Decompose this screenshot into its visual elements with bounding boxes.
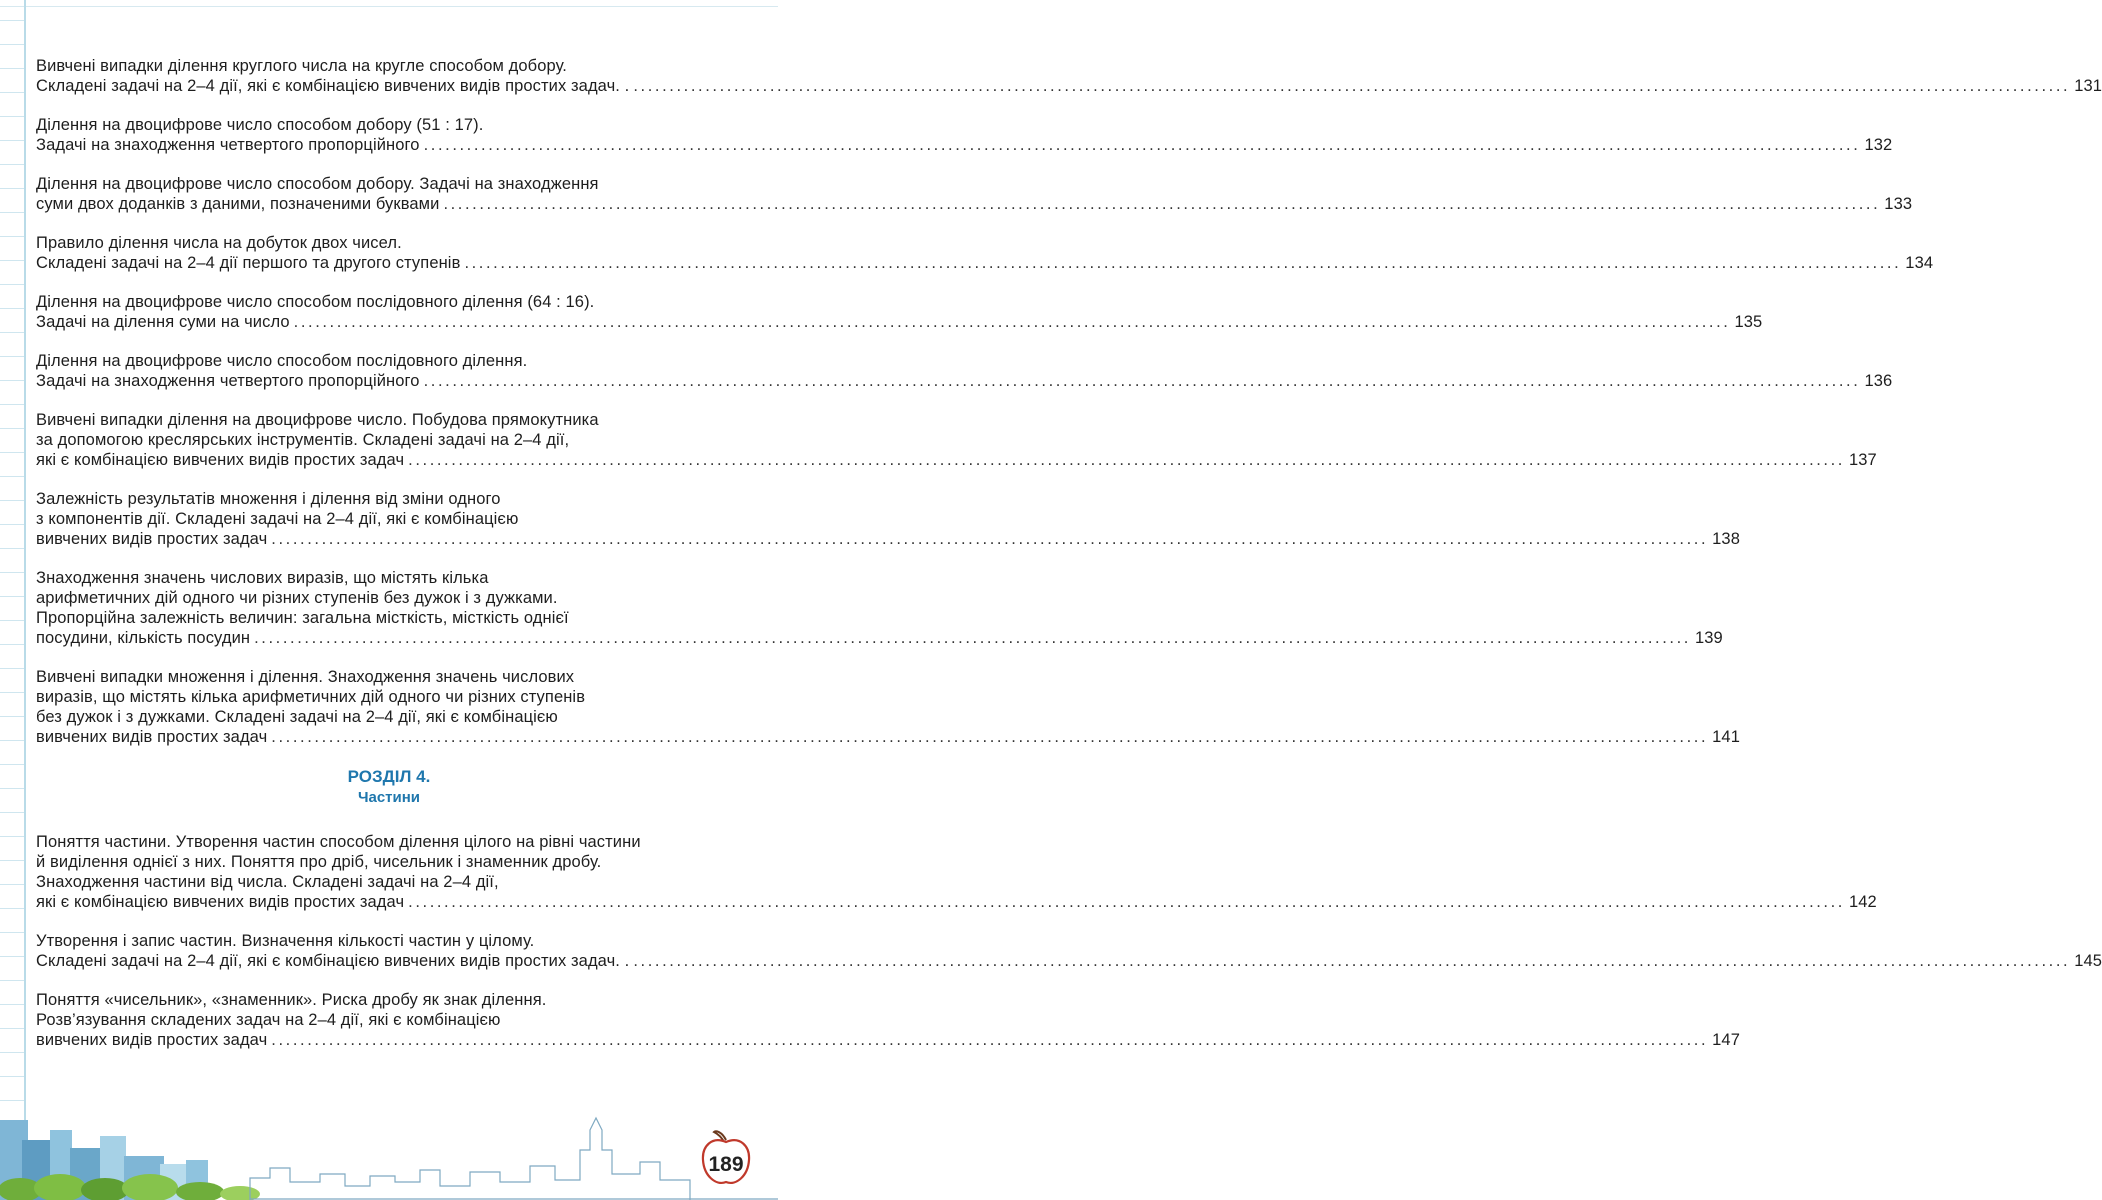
toc-entry — [36, 568, 1723, 648]
right-skyline-outline — [250, 1118, 778, 1200]
dot-leader: ........................................................................................................................................................................................................ — [271, 1031, 1709, 1049]
dot-leader: ........................................................................................................................................................................................................ — [443, 195, 1881, 213]
toc-entry-text: вивчених видів простих задач — [36, 530, 268, 548]
toc-page-number: 131 — [2074, 77, 2102, 95]
toc-entry — [36, 115, 1893, 155]
dot-leader: ........................................................................................................................................................................................................ — [254, 629, 1691, 647]
margin-grid-line — [0, 116, 24, 117]
margin-grid-line — [0, 1004, 24, 1005]
toc-entry-line: без дужок і з дужками. Складені задачі на 2–4 дії, які є комбінацією — [36, 708, 558, 726]
toc-entry-line: арифметичних дій одного чи різних ступенів без дужок і з дужками. — [36, 589, 558, 607]
dot-leader: ........................................................................................................................................................................................................ — [271, 728, 1709, 746]
toc-entry-text: вивчених видів простих задач — [36, 728, 268, 746]
toc-entry — [36, 410, 1877, 470]
toc-page-number: 145 — [2074, 952, 2102, 970]
margin-grid-line — [0, 356, 24, 357]
toc-entry-text: які є комбінацією вивчених видів простих задач — [36, 893, 405, 911]
margin-grid-line — [0, 956, 24, 957]
toc-entry — [36, 174, 1913, 214]
toc-entry-last-line — [36, 628, 1723, 648]
margin-grid-line — [0, 20, 24, 21]
toc-entry-last-line — [36, 450, 1877, 470]
margin-grid-line — [0, 716, 24, 717]
toc-entry-text: суми двох доданків з даними, позначеними буквами — [36, 195, 440, 213]
toc-entry-last-line — [36, 951, 2102, 971]
toc-page-number: 134 — [1905, 254, 1934, 272]
page-number: 189 — [708, 1153, 744, 1176]
toc-entry — [36, 990, 1740, 1050]
toc-entry-line: Ділення на двоцифрове число способом добору. Задачі на знаходження — [36, 175, 599, 193]
toc-entry-text: Складені задачі на 2–4 дії, які є комбінацією вивчених видів простих задач. . — [36, 952, 630, 970]
toc-page-number: 147 — [1712, 1031, 1740, 1049]
margin-grid-line — [0, 1076, 24, 1077]
dot-leader: ........................................................................................................................................................................................................ — [633, 77, 2071, 95]
toc-entry-text: Складені задачі на 2–4 дії, які є комбінацією вивчених видів простих задач. . — [36, 77, 630, 95]
toc-entry — [36, 489, 1740, 549]
top-rule — [0, 6, 778, 7]
toc-entry-line: й виділення однієї з них. Поняття про дріб, чисельник і знаменник дробу. — [36, 853, 602, 871]
toc-page-number: 142 — [1849, 893, 1877, 911]
margin-grid-line — [0, 452, 24, 453]
toc-entry-last-line — [36, 1030, 1740, 1050]
toc-page-number: 135 — [1734, 313, 1763, 331]
section-number: РОЗДІЛ 4. — [347, 767, 431, 786]
margin-grid-line — [0, 140, 24, 141]
toc-entry — [36, 233, 1934, 273]
section-title: Частини — [357, 789, 421, 806]
dot-leader: ........................................................................................................................................................................................................ — [271, 530, 1709, 548]
toc-entry-line: Поняття частини. Утворення частин способом ділення цілого на рівні частини — [36, 833, 641, 851]
margin-grid-line — [0, 812, 24, 813]
dot-leader: ........................................................................................................................................................................................................ — [633, 952, 2071, 970]
margin-grid-line — [0, 380, 24, 381]
margin-grid-line — [0, 68, 24, 69]
toc-entry-line: Пропорційна залежність величин: загальна місткість, місткість однієї — [36, 609, 569, 627]
margin-grid-line — [0, 332, 24, 333]
toc-entry-last-line — [36, 312, 1763, 332]
toc-entry — [36, 931, 2102, 971]
margin-grid-line — [0, 740, 24, 741]
toc-entries-bottom — [36, 832, 2102, 1050]
margin-grid-line — [0, 308, 24, 309]
toc-entry-last-line — [36, 371, 1893, 391]
toc-entry-last-line — [36, 529, 1740, 549]
margin-grid-line — [0, 908, 24, 909]
toc-page-number: 138 — [1712, 530, 1740, 548]
margin-grid-line — [0, 932, 24, 933]
margin-grid-line — [0, 764, 24, 765]
margin-grid-line — [0, 260, 24, 261]
toc-entry-text: Задачі на ділення суми на число — [36, 313, 290, 331]
dot-leader: ........................................................................................................................................................................................................ — [408, 451, 1845, 469]
margin-grid-line — [0, 428, 24, 429]
margin-grid — [0, 0, 24, 1120]
toc-entry-text: Задачі на знаходження четвертого пропорційного — [36, 136, 420, 154]
toc-entry-line: Вивчені випадки ділення круглого числа на круглe способом добору. — [36, 57, 567, 75]
margin-grid-line — [0, 668, 24, 669]
margin-grid-line — [0, 980, 24, 981]
toc-entry-line: Залежність результатів множення і ділення від зміни одного — [36, 490, 501, 508]
toc-page-number: 132 — [1864, 136, 1893, 154]
toc-entry-last-line — [36, 76, 2102, 96]
toc-page-number: 139 — [1694, 629, 1723, 647]
margin-grid-line — [0, 884, 24, 885]
toc-entry — [36, 351, 1893, 391]
toc-entry-text: які є комбінацією вивчених видів простих задач — [36, 451, 405, 469]
toc-entry-line: Поняття «чисельник», «знаменник». Риска дробу як знак ділення. — [36, 991, 547, 1009]
margin-grid-line — [0, 476, 24, 477]
margin-grid-line — [0, 44, 24, 45]
margin-grid-line — [0, 284, 24, 285]
toc-entry — [36, 56, 2102, 96]
toc-entry-line: Розв’язування складених задач на 2–4 дії, які є комбінацією — [36, 1011, 501, 1029]
margin-grid-line — [0, 236, 24, 237]
margin-grid-line — [0, 212, 24, 213]
toc-entry-text: Задачі на знаходження четвертого пропорційного — [36, 372, 420, 390]
toc-entry-line: Знаходження частини від числа. Складені задачі на 2–4 дії, — [36, 873, 499, 891]
margin-grid-line — [0, 692, 24, 693]
table-of-contents — [36, 56, 2102, 1069]
toc-page-number: 136 — [1864, 372, 1893, 390]
margin-grid-line — [0, 860, 24, 861]
margin-grid-line — [0, 644, 24, 645]
margin-grid-line — [0, 548, 24, 549]
toc-entry-line: Знаходження значень числових виразів, що містять кілька — [36, 569, 489, 587]
margin-grid-line — [0, 1028, 24, 1029]
toc-entry-last-line — [36, 727, 1740, 747]
toc-entry-last-line — [36, 253, 1934, 273]
margin-grid-line — [0, 500, 24, 501]
toc-entry-line: Ділення на двоцифрове число способом послідовного ділення. — [36, 352, 528, 370]
margin-grid-line — [0, 164, 24, 165]
toc-entry-last-line — [36, 135, 1893, 155]
toc-entry-line: за допомогою креслярських інструментів. Складені задачі на 2–4 дії, — [36, 431, 570, 449]
toc-entry-text: Складені задачі на 2–4 дії першого та другого ступенів — [36, 254, 461, 272]
margin-grid-line — [0, 788, 24, 789]
city-skyline-illustration — [0, 1090, 778, 1200]
margin-line — [24, 0, 26, 1120]
margin-grid-line — [0, 836, 24, 837]
dot-leader: ........................................................................................................................................................................................................ — [423, 136, 1861, 154]
toc-entry-line: Утворення і запис частин. Визначення кількості частин у цілому. — [36, 932, 535, 950]
toc-entry — [36, 292, 1763, 332]
toc-entries-top — [36, 56, 2102, 747]
margin-grid-line — [0, 1052, 24, 1053]
dot-leader: ........................................................................................................................................................................................................ — [408, 893, 1845, 911]
toc-entry-last-line — [36, 194, 1913, 214]
toc-entry-line: Ділення на двоцифрове число способом добору (51 : 17). — [36, 116, 484, 134]
toc-entry-line: виразів, що містять кілька арифметичних дій одного чи різних ступенів — [36, 688, 586, 706]
margin-grid-line — [0, 572, 24, 573]
dot-leader: ........................................................................................................................................................................................................ — [423, 372, 1861, 390]
toc-page-number: 137 — [1849, 451, 1877, 469]
dot-leader: ........................................................................................................................................................................................................ — [293, 313, 1731, 331]
toc-entry — [36, 667, 1740, 747]
margin-grid-line — [0, 596, 24, 597]
toc-entry-text: посудини, кількість посудин — [36, 629, 251, 647]
dot-leader: ........................................................................................................................................................................................................ — [464, 254, 1902, 272]
section-heading — [36, 766, 742, 808]
margin-grid-line — [0, 188, 24, 189]
toc-entry-line: Вивчені випадки множення і ділення. Знаходження значень числових — [36, 668, 575, 686]
toc-page-number: 141 — [1712, 728, 1740, 746]
margin-grid-line — [0, 92, 24, 93]
toc-page-number: 133 — [1884, 195, 1913, 213]
toc-entry-line: з компонентів дії. Складені задачі на 2–4 дії, які є комбінацією — [36, 510, 519, 528]
toc-entry-line: Вивчені випадки ділення на двоцифрове число. Побудова прямокутника — [36, 411, 599, 429]
margin-grid-line — [0, 620, 24, 621]
toc-entry-line: Ділення на двоцифрове число способом послідовного ділення (64 : 16). — [36, 293, 595, 311]
toc-entry-line: Правило ділення числа на добуток двох чисел. — [36, 234, 402, 252]
toc-entry — [36, 832, 1877, 912]
toc-entry-last-line — [36, 892, 1877, 912]
toc-entry-text: вивчених видів простих задач — [36, 1031, 268, 1049]
margin-grid-line — [0, 404, 24, 405]
margin-grid-line — [0, 524, 24, 525]
